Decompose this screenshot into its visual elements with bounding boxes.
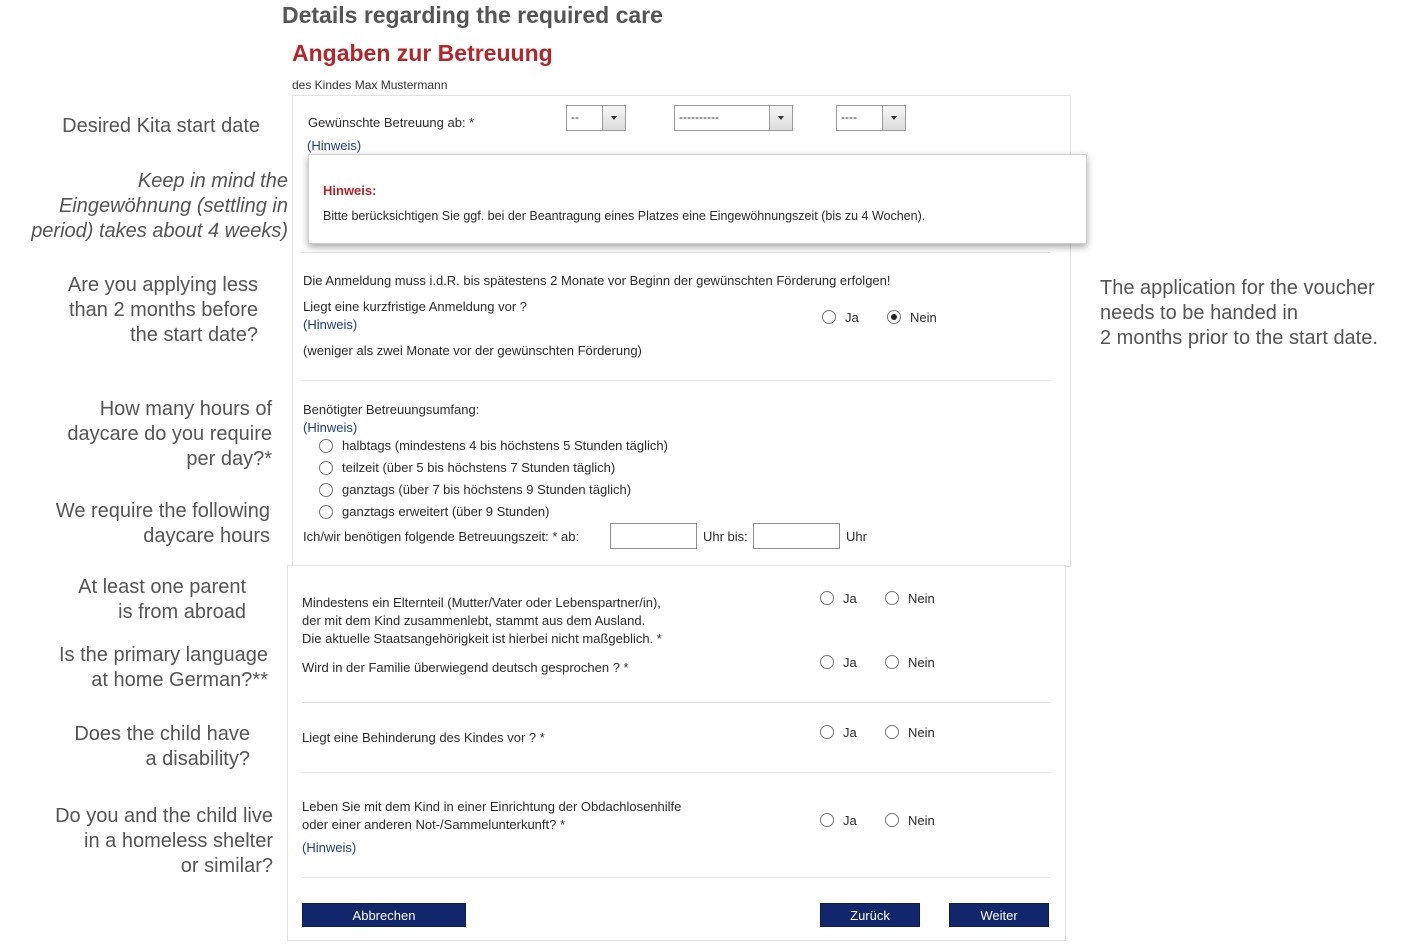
- abroad-question-line3: Die aktuelle Staatsangehörigkeit ist hierbei nicht maßgeblich. *: [302, 631, 662, 646]
- annotation-settling: Keep in mind the Eingewöhnung (settling in period) takes about 4 weeks): [31, 170, 288, 242]
- abroad-yes-radio[interactable]: [820, 591, 834, 605]
- scope-ganztags-erweitert-radio[interactable]: [319, 505, 333, 519]
- annotation-short-notice: Are you applying less than 2 months before the start date?: [67, 274, 258, 346]
- separator: [302, 702, 1050, 703]
- chevron-down-icon: [769, 106, 792, 130]
- abroad-no-radio[interactable]: [885, 591, 899, 605]
- scope-ganztags-radio[interactable]: [319, 483, 333, 497]
- disability-yes-label: Ja: [843, 725, 857, 740]
- shelter-question-line1: Leben Sie mit dem Kind in einer Einrichtung der Obdachlosenhilfe: [302, 799, 682, 814]
- cancel-button[interactable]: Abbrechen: [302, 903, 466, 927]
- scope-option: ganztags (über 7 bis höchstens 9 Stunden täglich): [342, 482, 632, 497]
- language-yes-radio[interactable]: [820, 655, 834, 669]
- separator: [302, 877, 1050, 878]
- disability-no-label: Nein: [908, 725, 935, 740]
- annotation-shelter: Do you and the child live in a homeless shelter or similar?: [55, 805, 273, 877]
- back-button[interactable]: Zurück: [820, 903, 920, 927]
- hint-tooltip: [308, 154, 1087, 244]
- annotation-heading: Details regarding the required care: [282, 2, 663, 28]
- shelter-question-line2: oder einer anderen Not-/Sammelunterkunft? *: [302, 817, 566, 832]
- shelter-hint-link[interactable]: (Hinweis): [302, 840, 357, 855]
- language-no-radio[interactable]: [885, 655, 899, 669]
- scope-hint-link[interactable]: (Hinweis): [303, 420, 358, 435]
- scope-option: teilzeit (über 5 bis höchstens 7 Stunden täglich): [342, 460, 616, 475]
- abroad-question-line2: der mit dem Kind zusammenlebt, stammt aus dem Ausland.: [302, 613, 646, 628]
- language-no-label: Nein: [908, 655, 935, 670]
- care-time-uhr-label: Uhr: [846, 529, 867, 544]
- language-yes-label: Ja: [843, 655, 857, 670]
- start-date-label: Gewünschte Betreuung ab: *: [308, 115, 475, 130]
- scope-option: halbtags (mindestens 4 bis höchstens 5 Stunden täglich): [342, 438, 668, 453]
- short-notice-yes-label: Ja: [845, 310, 859, 325]
- disability-yes-radio[interactable]: [820, 725, 834, 739]
- disability-no-radio[interactable]: [885, 725, 899, 739]
- annotation-language: Is the primary language at home German?**: [58, 644, 268, 691]
- annotation-disability: Does the child have a disability?: [74, 723, 250, 770]
- scope-halbtags-radio[interactable]: [319, 439, 333, 453]
- annotation-voucher: The application for the voucher needs to be handed in 2 months prior to the start date.: [1100, 277, 1378, 349]
- shelter-no-label: Nein: [908, 813, 935, 828]
- shelter-yes-label: Ja: [843, 813, 857, 828]
- start-year-select[interactable]: ----: [836, 105, 906, 131]
- chevron-down-icon: [882, 106, 905, 130]
- scope-option: ganztags erweitert (über 9 Stunden): [342, 504, 550, 519]
- separator: [302, 772, 1050, 773]
- care-time-from-input[interactable]: [610, 523, 697, 549]
- care-time-to-input[interactable]: [753, 523, 840, 549]
- abroad-no-label: Nein: [908, 591, 935, 606]
- separator: [302, 252, 1050, 253]
- start-day-select[interactable]: --: [566, 105, 626, 131]
- chevron-down-icon: [602, 106, 625, 130]
- tooltip-body: Bitte berücksichtigen Sie ggf. bei der Beantragung eines Platzes eine Eingewöhnungszeit (bis zu 4 Wochen).: [323, 209, 926, 223]
- start-month-select[interactable]: ----------: [674, 105, 793, 131]
- scope-label: Benötigter Betreuungsumfang:: [303, 402, 480, 417]
- short-notice-question: Liegt eine kurzfristige Anmeldung vor ?: [303, 299, 528, 314]
- language-question: Wird in der Familie überwiegend deutsch gesprochen ? *: [302, 660, 629, 675]
- scope-teilzeit-radio[interactable]: [319, 461, 333, 475]
- registration-note: Die Anmeldung muss i.d.R. bis spätestens 2 Monate vor Beginn der gewünschten Förderung erfolgen!: [303, 273, 891, 288]
- shelter-yes-radio[interactable]: [820, 813, 834, 827]
- short-notice-hint-link[interactable]: (Hinweis): [303, 317, 358, 332]
- short-notice-no-radio[interactable]: [887, 310, 901, 324]
- annotation-start-date: Desired Kita start date: [62, 115, 260, 137]
- tooltip-title: Hinweis:: [323, 183, 377, 198]
- separator: [302, 380, 1050, 381]
- short-notice-subtext: (weniger als zwei Monate vor der gewünschten Förderung): [303, 343, 642, 358]
- disability-question: Liegt eine Behinderung des Kindes vor ? *: [302, 730, 545, 745]
- form-title: Angaben zur Betreuung: [292, 40, 553, 66]
- form-subtitle: des Kindes Max Mustermann: [292, 78, 448, 92]
- start-date-hint-link[interactable]: (Hinweis): [307, 138, 362, 153]
- short-notice-no-label: Nein: [910, 310, 937, 325]
- annotation-abroad: At least one parent is from abroad: [78, 576, 246, 623]
- short-notice-yes-radio[interactable]: [822, 310, 836, 324]
- care-time-until-label: Uhr bis:: [703, 529, 748, 544]
- abroad-question-line1: Mindestens ein Elternteil (Mutter/Vater oder Lebenspartner/in),: [302, 595, 661, 610]
- next-button[interactable]: Weiter: [949, 903, 1049, 927]
- care-time-label: Ich/wir benötigen folgende Betreuungszeit: * ab:: [303, 529, 580, 544]
- shelter-no-radio[interactable]: [885, 813, 899, 827]
- annotation-daycare-hours: We require the following daycare hours: [55, 500, 270, 547]
- annotation-hours: How many hours of daycare do you require per day?*: [67, 398, 272, 470]
- abroad-yes-label: Ja: [843, 591, 857, 606]
